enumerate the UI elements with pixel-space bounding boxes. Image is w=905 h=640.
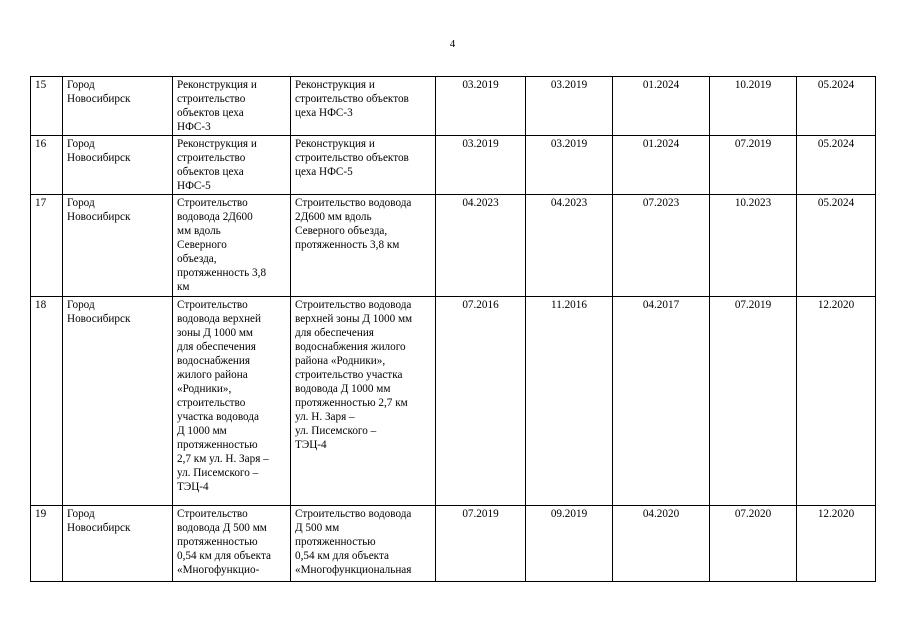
table-row (31, 77, 876, 136)
table-row (31, 297, 876, 506)
table-row (31, 195, 876, 297)
row-number: 17 (31, 195, 63, 297)
city-cell: Город Новосибирск (63, 195, 173, 297)
table-row (31, 506, 876, 582)
date-cell: 03.2019 (436, 77, 526, 136)
date-cell: 10.2019 (710, 77, 797, 136)
measure-cell: Строительство водовода Д 500 мм протяженностью 0,54 км для объекта «Многофункцио- (173, 506, 291, 582)
date-cell: 07.2019 (710, 136, 797, 195)
date-cell: 10.2023 (710, 195, 797, 297)
object-cell: Строительство водовода Д 500 мм протяженностью 0,54 км для объекта «Многофункциональная (291, 506, 436, 582)
date-cell: 04.2023 (436, 195, 526, 297)
measure-cell: Реконструкция и строительство объектов цеха НФС-3 (173, 77, 291, 136)
date-cell: 04.2023 (526, 195, 613, 297)
date-cell: 01.2024 (613, 77, 710, 136)
object-cell: Строительство водовода 2Д600 мм вдоль Северного объезда, протяженность 3,8 км (291, 195, 436, 297)
city-cell: Город Новосибирск (63, 136, 173, 195)
date-cell: 12.2020 (797, 506, 876, 582)
page-number: 4 (449, 38, 456, 50)
row-number: 16 (31, 136, 63, 195)
table-row (31, 136, 876, 195)
date-cell: 01.2024 (613, 136, 710, 195)
row-number: 15 (31, 77, 63, 136)
measure-cell: Строительство водовода 2Д600 мм вдоль Северного объезда, протяженность 3,8 км (173, 195, 291, 297)
date-cell: 09.2019 (526, 506, 613, 582)
date-cell: 07.2019 (436, 506, 526, 582)
date-cell: 07.2020 (710, 506, 797, 582)
measure-cell: Строительство водовода верхней зоны Д 1000 мм для обеспечения водоснабжения жилого района «Родники», строительство участка водовода Д 1000 мм протяженностью 2,7 км ул. Н. Заря – ул. Писемского – ТЭЦ-4 (173, 297, 291, 506)
date-cell: 03.2019 (526, 77, 613, 136)
schedule-table (30, 76, 876, 582)
date-cell: 03.2019 (526, 136, 613, 195)
date-cell: 04.2017 (613, 297, 710, 506)
measure-cell: Реконструкция и строительство объектов цеха НФС-5 (173, 136, 291, 195)
date-cell: 03.2019 (436, 136, 526, 195)
date-cell: 05.2024 (797, 136, 876, 195)
row-number: 18 (31, 297, 63, 506)
date-cell: 05.2024 (797, 77, 876, 136)
date-cell: 07.2019 (710, 297, 797, 506)
city-cell: Город Новосибирск (63, 297, 173, 506)
date-cell: 04.2020 (613, 506, 710, 582)
date-cell: 07.2016 (436, 297, 526, 506)
date-cell: 07.2023 (613, 195, 710, 297)
city-cell: Город Новосибирск (63, 506, 173, 582)
date-cell: 12.2020 (797, 297, 876, 506)
object-cell: Реконструкция и строительство объектов цеха НФС-5 (291, 136, 436, 195)
row-number: 19 (31, 506, 63, 582)
date-cell: 11.2016 (526, 297, 613, 506)
object-cell: Строительство водовода верхней зоны Д 1000 мм для обеспечения водоснабжения жилого района «Родники», строительство участка водовода Д 1000 мм протяженностью 2,7 км ул. Н. Заря – ул. Писемского – ТЭЦ-4 (291, 297, 436, 506)
city-cell: Город Новосибирск (63, 77, 173, 136)
object-cell: Реконструкция и строительство объектов цеха НФС-3 (291, 77, 436, 136)
date-cell: 05.2024 (797, 195, 876, 297)
